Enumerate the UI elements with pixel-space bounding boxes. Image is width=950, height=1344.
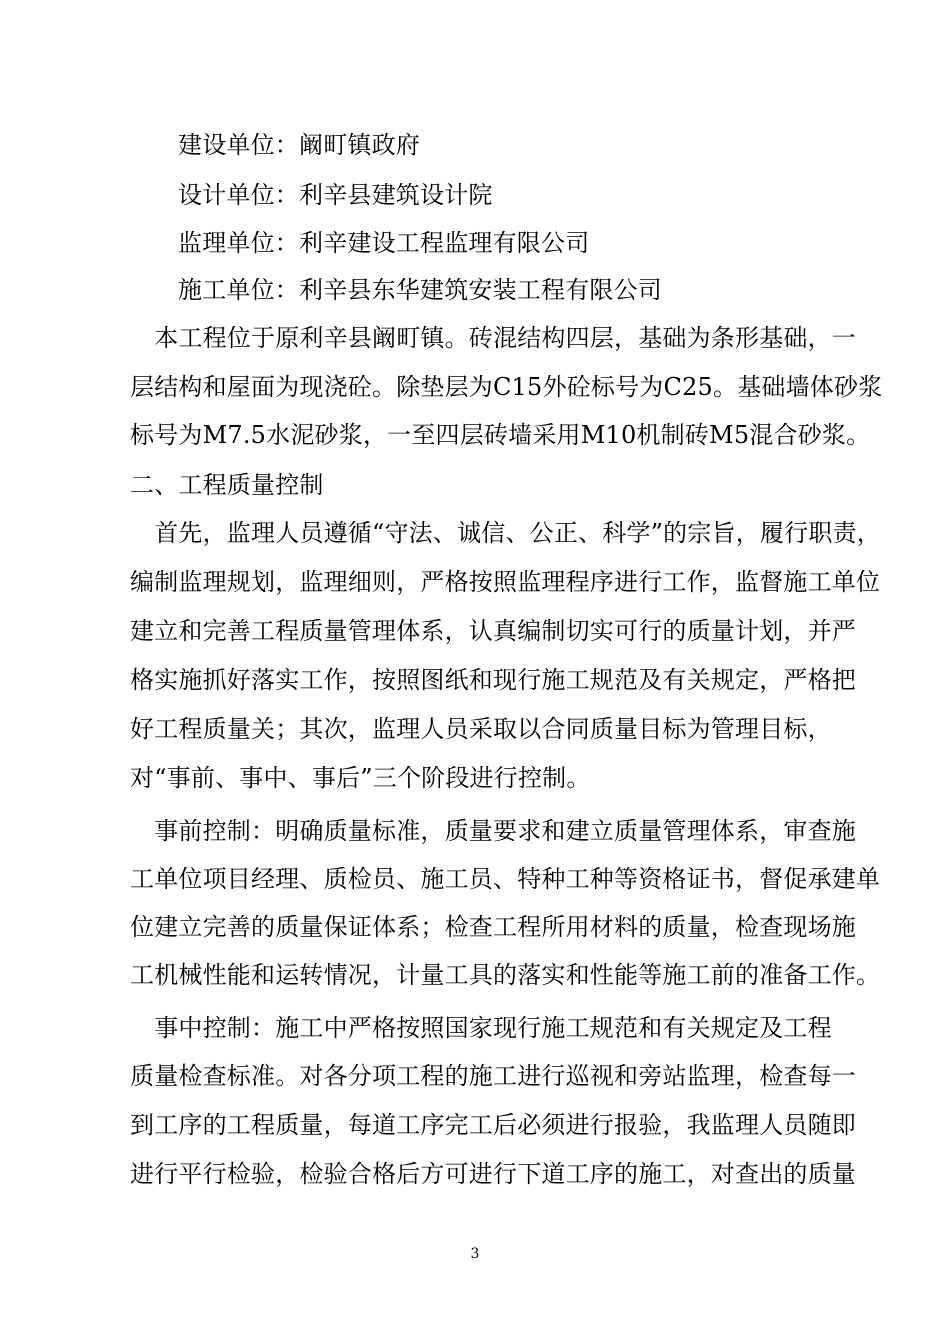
section-heading: 二、工程质量控制 [130,471,324,499]
paragraph-line: 首先，监理人员遵循“守法、诚信、公正、科学”的宗旨，履行职责， [130,519,881,547]
paragraph-line: 位建立完善的质量保证体系；检查工程所用材料的质量，检查现场施 [130,913,856,941]
paragraph-line: 编制监理规划，监理细则，严格按照监理程序进行工作，监督施工单位 [130,568,881,596]
paragraph-line: 质量检查标准。对各分项工程的施工进行巡视和旁站监理，检查每一 [130,1062,856,1090]
paragraph-line: 进行平行检验，检验合格后方可进行下道工序的施工，对查出的质量 [130,1160,856,1188]
paragraph-line: 事前控制：明确质量标准，质量要求和建立质量管理体系，审查施 [130,817,856,845]
overview-line: 层结构和屋面为现浇砼。除垫层为C15外砼标号为C25。基础墙体砂浆 [130,373,883,401]
contractor-unit-line: 施工单位：利辛县东华建筑安装工程有限公司 [178,276,662,304]
paragraph-line: 对“事前、事中、事后”三个阶段进行控制。 [130,764,591,792]
supervision-unit-line: 监理单位：利辛建设工程监理有限公司 [178,229,590,257]
paragraph-line: 建立和完善工程质量管理体系，认真编制切实可行的质量计划，并严 [130,617,856,645]
construction-unit-line: 建设单位：阚町镇政府 [178,131,420,159]
paragraph-line: 工机械性能和运转情况，计量工具的落实和性能等施工前的准备工作。 [130,961,881,989]
paragraph-line: 到工序的工程质量，每道工序完工后必须进行报验，我监理人员随即 [130,1111,856,1139]
paragraph-line: 格实施抓好落实工作，按照图纸和现行施工规范及有关规定，严格把 [130,666,856,694]
paragraph-line: 事中控制：施工中严格按照国家现行施工规范和有关规定及工程 [130,1014,832,1042]
page-number: 3 [470,1246,480,1262]
paragraph-line: 工单位项目经理、质检员、施工员、特种工种等资格证书，督促承建单 [130,865,881,893]
overview-line: 本工程位于原利辛县阚町镇。砖混结构四层，基础为条形基础，一 [130,324,856,352]
overview-line: 标号为M7.5水泥砂浆，一至四层砖墙采用M10机制砖M5混合砂浆。 [130,421,871,449]
design-unit-line: 设计单位：利辛县建筑设计院 [178,181,493,209]
paragraph-line: 好工程质量关；其次，监理人员采取以合同质量目标为管理目标， [130,715,832,743]
